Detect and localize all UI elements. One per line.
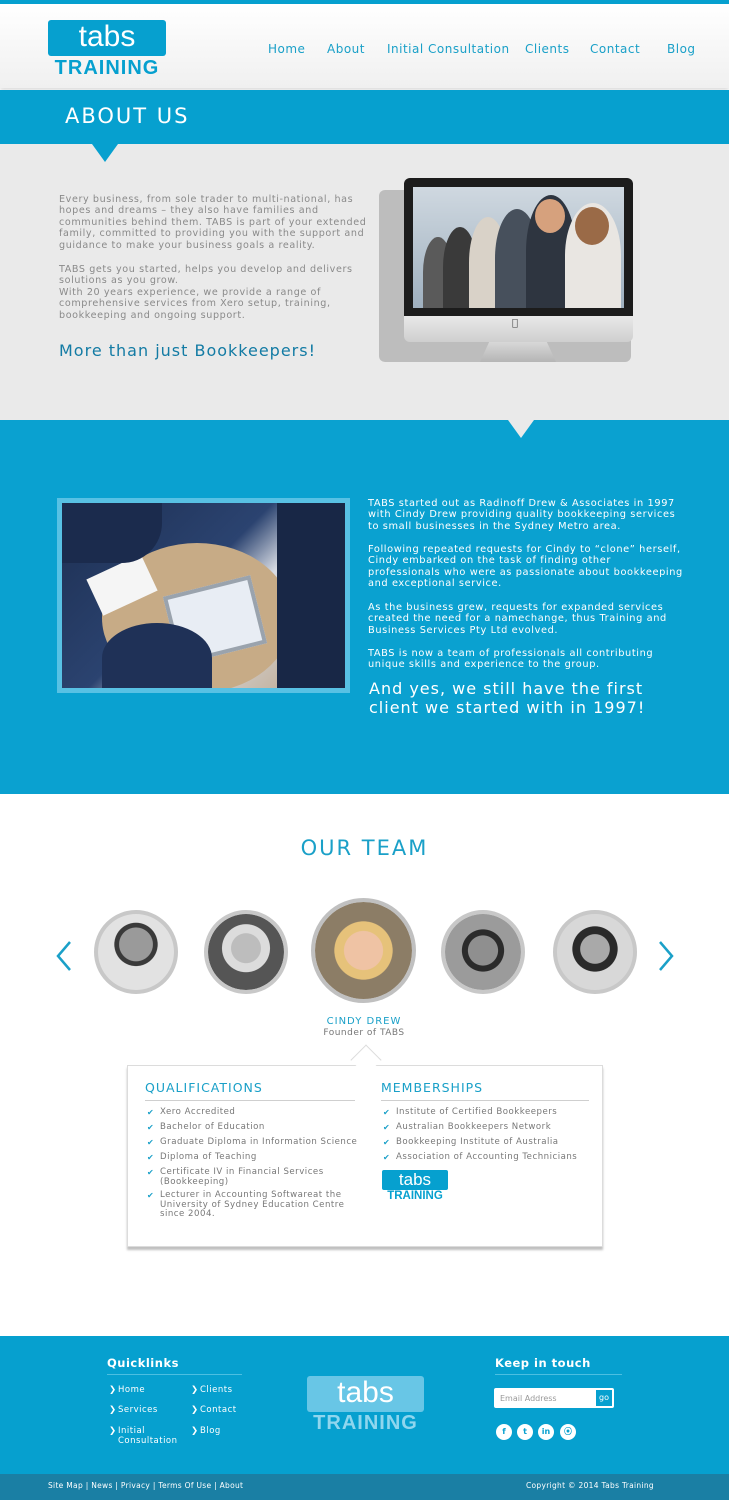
nav-contact[interactable]: Contact [590, 42, 641, 56]
team-member-avatar[interactable] [204, 910, 288, 994]
membership-item [383, 1107, 558, 1118]
text-line: Diploma of Teaching [160, 1152, 257, 1162]
monitor-stand [480, 342, 556, 362]
about-paragraph-2 [59, 264, 353, 321]
team-member-avatar[interactable] [94, 910, 178, 994]
text-line: professionals who were as passionate about bookkeeping [368, 566, 683, 578]
history-paragraph-3 [368, 602, 667, 636]
text-line: client we started with in 1997! [369, 698, 646, 717]
chevron-right-icon: ❯ [191, 1426, 199, 1436]
text-line: solutions as you grow. [59, 275, 179, 287]
text-line: comprehensive services from Xero setup, training, [59, 298, 331, 310]
chevron-right-icon: ❯ [109, 1385, 117, 1395]
qualification-item [147, 1152, 257, 1163]
nav-about[interactable]: About [327, 42, 365, 56]
text-line: (Bookkeeping) [160, 1176, 229, 1187]
chevron-left-icon[interactable] [55, 940, 73, 972]
newsletter-go-button[interactable]: go [596, 1390, 612, 1406]
link-separator: | [214, 1481, 217, 1490]
nav-initial-consultation[interactable]: Initial Consultation [387, 42, 510, 56]
check-icon: ✔ [147, 1191, 155, 1200]
text-line: TABS gets you started, helps you develop and delivers [59, 264, 353, 275]
text-line: Consultation [118, 1436, 178, 1447]
logo-tabs-text: tabs [382, 1170, 448, 1190]
link-separator: | [85, 1481, 89, 1490]
membership-item [383, 1137, 559, 1148]
about-paragraph-1 [59, 194, 366, 251]
footer-logo[interactable] [307, 1376, 424, 1434]
text-line: to small businesses in the Sydney Metro area. [368, 520, 621, 532]
about-title: ABOUT US [65, 104, 190, 128]
logo-training-text: TRAINING [387, 1190, 443, 1202]
footer-link-contact[interactable] [191, 1405, 237, 1415]
meeting-photo-image [62, 503, 345, 688]
text-line: with Cindy Drew providing quality bookkeeping services [368, 509, 676, 521]
person-figure [277, 503, 345, 688]
facebook-icon[interactable]: f [496, 1424, 512, 1440]
text-line: With 20 years experience, we provide a range of [59, 286, 322, 298]
text-line: guidance to make your business goals a reality. [59, 239, 316, 251]
history-paragraph-4 [368, 648, 653, 671]
text-line: Graduate Diploma in Information Science [160, 1137, 358, 1147]
text-line: Xero Accredited [160, 1107, 236, 1117]
featured-member-role: Founder of TABS [323, 1028, 405, 1038]
team-member-avatar[interactable] [553, 910, 637, 994]
logo-tabs-text: tabs [307, 1376, 424, 1412]
text-line: Certificate IV in Financial Services [160, 1167, 324, 1177]
divider [381, 1100, 589, 1101]
membership-item [383, 1122, 552, 1133]
check-icon: ✔ [147, 1108, 155, 1117]
history-tagline [369, 679, 645, 717]
link-separator: | [115, 1481, 119, 1490]
text-line: Contact [200, 1405, 237, 1415]
text-line: Every business, from sole trader to multi-national, has [59, 194, 354, 205]
card-logo [382, 1170, 448, 1202]
text-line: bookkeeping and ongoing support. [59, 309, 246, 321]
divider [495, 1374, 622, 1375]
text-line: communities behind them. TABS is part of your extended [59, 216, 367, 228]
text-line: Clients [200, 1385, 233, 1395]
nav-home[interactable]: Home [268, 42, 306, 56]
text-line: Initial [118, 1426, 146, 1436]
text-line: And yes, we still have the first [369, 679, 644, 698]
chevron-right-icon[interactable] [657, 940, 675, 972]
text-line: and exceptional service. [368, 578, 502, 590]
twitter-icon[interactable]: t [517, 1424, 533, 1440]
history-paragraph-2 [368, 544, 683, 590]
team-photo-on-monitor [413, 187, 624, 308]
qualifications-heading: QUALIFICATIONS [145, 1080, 263, 1095]
rss-icon[interactable]: ⦿ [560, 1424, 576, 1440]
avatar-photo [445, 914, 521, 990]
person-face [535, 199, 565, 233]
nav-blog[interactable]: Blog [667, 42, 696, 56]
text-line: Blog [200, 1426, 221, 1436]
chevron-right-icon: ❯ [109, 1426, 117, 1436]
logo-training-text: TRAINING [54, 57, 160, 79]
text-line: Home [118, 1385, 146, 1395]
footer-link-services[interactable] [109, 1405, 158, 1415]
text-line: Bachelor of Education [160, 1122, 265, 1132]
site-logo[interactable] [48, 20, 166, 78]
check-icon: ✔ [383, 1153, 391, 1162]
avatar-photo [208, 914, 284, 990]
team-member-avatar-featured[interactable] [311, 898, 416, 1003]
footer-link-site-map[interactable]: Site Map [48, 1481, 84, 1490]
footer-link-about[interactable]: About [219, 1481, 244, 1490]
text-line: Bookkeeping Institute of Australia [396, 1137, 559, 1147]
qualification-item [147, 1122, 265, 1133]
text-line: As the business grew, requests for expanded services [368, 602, 664, 613]
footer-link-blog[interactable] [191, 1426, 221, 1436]
meeting-photo [57, 498, 350, 693]
chevron-right-icon: ❯ [191, 1405, 199, 1415]
chevron-right-icon: ❯ [191, 1385, 199, 1395]
avatar-photo [557, 914, 633, 990]
chevron-right-icon: ❯ [109, 1405, 117, 1415]
text-line: TABS is now a team of professionals all contributing [368, 648, 654, 659]
person-figure [102, 623, 212, 688]
text-line: TABS started out as Radinoff Drew & Associates in 1997 [368, 498, 675, 509]
footer-bottom-links [48, 1481, 243, 1490]
text-line: family, committed to providing you with the support and [59, 228, 365, 240]
check-icon: ✔ [147, 1123, 155, 1132]
team-member-avatar[interactable] [441, 910, 525, 994]
text-line: created the need for a namechange, thus Training and [368, 613, 667, 625]
check-icon: ✔ [147, 1153, 155, 1162]
about-tagline: More than just Bookkeepers! [59, 341, 317, 360]
qualification-item [147, 1190, 345, 1220]
footer-link-home[interactable] [109, 1385, 146, 1395]
about-pointer [92, 144, 118, 162]
qualification-item [147, 1137, 358, 1148]
text-line: Following repeated requests for Cindy to “clone” herself, [368, 544, 681, 555]
team-title: OUR TEAM [300, 836, 429, 860]
check-icon: ✔ [383, 1138, 391, 1147]
apple-logo-icon [512, 318, 518, 329]
monitor-chin [404, 316, 633, 342]
featured-member-name: CINDY DREW [326, 1016, 402, 1027]
text-line: Services [118, 1405, 158, 1415]
avatar-photo [98, 914, 174, 990]
divider [145, 1100, 355, 1101]
logo-tabs-text: tabs [48, 20, 166, 56]
text-line: Australian Bookkeepers Network [396, 1122, 552, 1132]
logo-training-text: TRAINING [313, 1412, 418, 1434]
text-line: hopes and dreams – they also have families and [59, 205, 319, 217]
quicklinks-heading: Quicklinks [107, 1356, 179, 1370]
section-pointer [508, 420, 534, 438]
text-line: Institute of Certified Bookkeepers [396, 1107, 558, 1117]
text-line: Association of Accounting Technicians [396, 1152, 578, 1162]
footer-link-initial-consultation[interactable] [109, 1426, 178, 1447]
footer-link-privacy[interactable]: Privacy [120, 1481, 151, 1490]
footer-link-terms[interactable]: Terms Of Use [158, 1481, 212, 1490]
qualification-item [147, 1107, 236, 1118]
text-line: Business Services Pty Ltd evolved. [368, 624, 559, 636]
copyright-text: Copyright © 2014 Tabs Training [526, 1481, 654, 1490]
memberships-heading: MEMBERSHIPS [381, 1080, 484, 1095]
qualification-item [147, 1167, 324, 1187]
check-icon: ✔ [383, 1108, 391, 1117]
membership-item [383, 1152, 578, 1163]
text-line: since 2004. [160, 1209, 216, 1220]
check-icon: ✔ [147, 1168, 155, 1177]
linkedin-icon[interactable]: in [538, 1424, 554, 1440]
divider [107, 1374, 242, 1375]
link-separator: | [152, 1481, 156, 1490]
text-line: University of Sydney Education Centre [160, 1199, 345, 1210]
check-icon: ✔ [383, 1123, 391, 1132]
footer-link-clients[interactable] [191, 1385, 233, 1395]
footer-link-news[interactable]: News [91, 1481, 113, 1490]
text-line: Lecturer in Accounting Softwareat the [160, 1190, 342, 1200]
history-paragraph-1 [368, 498, 675, 532]
text-line: unique skills and experience to the group. [368, 659, 600, 671]
person-face [575, 207, 609, 245]
text-line: Cindy embarked on the task of finding other [368, 555, 611, 567]
person-figure [62, 503, 162, 563]
check-icon: ✔ [147, 1138, 155, 1147]
keep-in-touch-heading: Keep in touch [495, 1356, 591, 1370]
avatar-photo [315, 902, 412, 999]
nav-clients[interactable]: Clients [525, 42, 570, 56]
